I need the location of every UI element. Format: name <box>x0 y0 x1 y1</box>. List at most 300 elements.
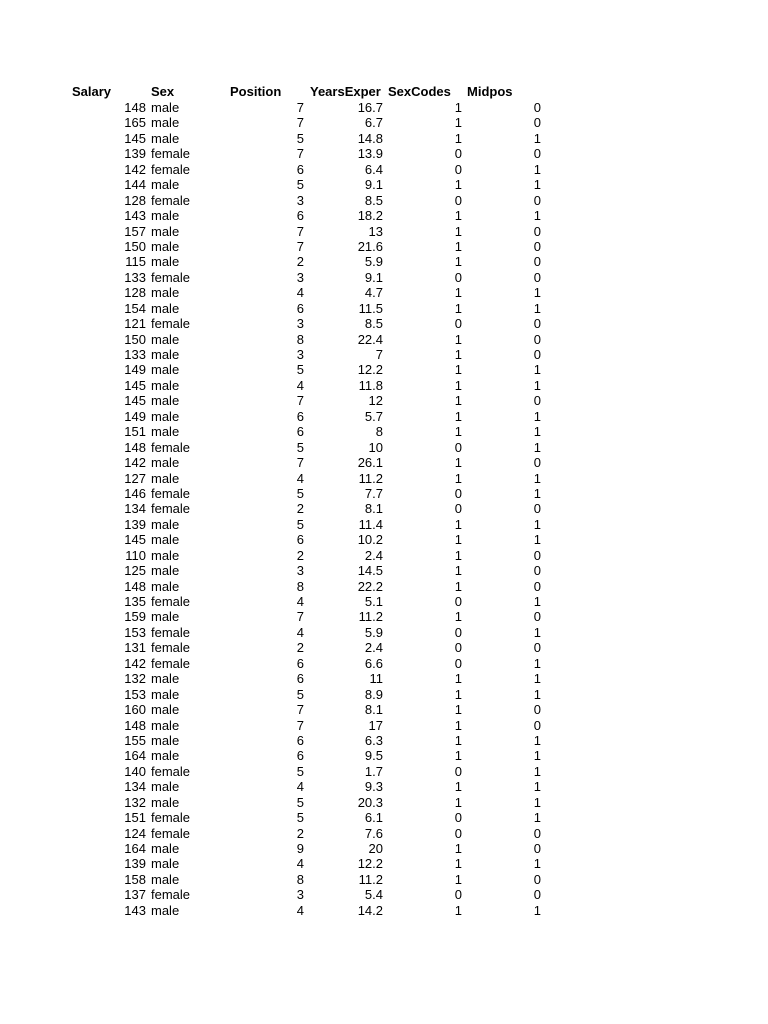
cell-sex: male <box>151 671 180 687</box>
cell-salary: 115 <box>125 254 146 270</box>
cell-years-exper: 12.2 <box>357 856 383 872</box>
cell-sex-codes: 1 <box>454 238 462 254</box>
table-row <box>70 131 550 146</box>
cell-sex: male <box>151 516 180 532</box>
cell-sex: male <box>151 609 180 625</box>
cell-sex-codes: 1 <box>454 532 462 548</box>
cell-years-exper: 11.5 <box>358 300 383 316</box>
cell-position: 7 <box>296 238 304 254</box>
table-row <box>70 486 550 501</box>
cell-position: 2 <box>296 640 304 656</box>
cell-sex: male <box>151 748 180 764</box>
cell-sex-codes: 1 <box>454 130 462 146</box>
cell-years-exper: 8.9 <box>364 686 383 702</box>
cell-position: 7 <box>296 100 304 115</box>
table-row <box>70 856 550 871</box>
cell-years-exper: 12 <box>368 393 383 409</box>
cell-years-exper: 5.9 <box>364 624 383 640</box>
cell-midpos: 1 <box>533 732 541 748</box>
cell-years-exper: 11 <box>369 671 383 687</box>
cell-sex-codes: 0 <box>454 269 462 285</box>
cell-sex: female <box>151 763 191 779</box>
table-row <box>70 872 550 887</box>
cell-years-exper: 6.6 <box>364 655 383 671</box>
cell-midpos: 1 <box>533 624 541 640</box>
cell-sex: female <box>151 269 191 285</box>
cell-sex: female <box>151 439 191 455</box>
cell-years-exper: 6.3 <box>364 732 383 748</box>
cell-position: 7 <box>296 702 304 718</box>
table-row <box>70 625 550 640</box>
cell-years-exper: 6.4 <box>364 161 383 177</box>
cell-salary: 143 <box>124 902 146 918</box>
cell-years-exper: 14.5 <box>357 563 383 579</box>
cell-years-exper: 14.2 <box>357 902 383 918</box>
cell-sex-codes: 1 <box>454 177 462 193</box>
cell-sex: female <box>151 485 191 501</box>
table-row <box>70 563 550 578</box>
cell-years-exper: 2.4 <box>364 640 383 656</box>
table-row <box>70 254 550 269</box>
cell-sex-codes: 1 <box>454 794 462 810</box>
cell-salary: 151 <box>124 810 146 826</box>
cell-sex: male <box>151 841 180 856</box>
cell-midpos: 0 <box>533 393 541 409</box>
cell-sex-codes: 0 <box>454 594 462 609</box>
table-row <box>70 548 550 563</box>
cell-years-exper: 5.7 <box>364 408 383 424</box>
cell-sex-codes: 1 <box>454 285 462 301</box>
cell-salary: 135 <box>124 594 146 609</box>
cell-salary: 128 <box>124 285 146 301</box>
cell-sex-codes: 1 <box>454 732 462 748</box>
cell-position: 2 <box>296 254 304 270</box>
table-row <box>70 887 550 902</box>
cell-position: 4 <box>296 470 304 486</box>
cell-sex: female <box>151 192 191 208</box>
cell-salary: 153 <box>124 686 146 702</box>
cell-sex: male <box>151 377 180 393</box>
cell-position: 5 <box>296 810 304 826</box>
cell-sex-codes: 1 <box>454 563 462 579</box>
cell-salary: 146 <box>124 485 146 501</box>
cell-salary: 140 <box>124 763 146 779</box>
table-row <box>70 718 550 733</box>
cell-midpos: 1 <box>533 902 541 918</box>
cell-years-exper: 11.2 <box>358 609 383 625</box>
cell-sex-codes: 1 <box>454 702 462 718</box>
cell-sex: male <box>151 208 180 224</box>
cell-sex-codes: 1 <box>454 362 462 378</box>
cell-sex: male <box>151 393 180 409</box>
cell-years-exper: 8 <box>375 424 383 440</box>
cell-salary: 150 <box>124 331 146 347</box>
cell-sex-codes: 1 <box>454 717 462 733</box>
cell-midpos: 0 <box>533 269 541 285</box>
cell-salary: 154 <box>124 300 146 316</box>
table-row <box>70 656 550 671</box>
cell-position: 4 <box>296 902 304 918</box>
cell-sex: male <box>151 408 180 424</box>
cell-years-exper: 20 <box>368 841 383 856</box>
cell-sex-codes: 1 <box>454 331 462 347</box>
cell-midpos: 1 <box>533 300 541 316</box>
cell-salary: 155 <box>124 732 146 748</box>
cell-sex-codes: 1 <box>454 470 462 486</box>
cell-sex-codes: 1 <box>454 779 462 795</box>
cell-sex: male <box>151 223 180 239</box>
cell-salary: 128 <box>124 192 146 208</box>
cell-sex-codes: 1 <box>454 856 462 872</box>
cell-years-exper: 2.4 <box>364 547 383 563</box>
cell-salary: 137 <box>124 887 146 903</box>
cell-position: 5 <box>296 516 304 532</box>
table-row <box>70 795 550 810</box>
cell-midpos: 1 <box>533 377 541 393</box>
cell-sex: male <box>151 424 180 440</box>
cell-position: 5 <box>296 439 304 455</box>
cell-midpos: 0 <box>533 578 541 594</box>
cell-years-exper: 17 <box>368 717 383 733</box>
cell-midpos: 1 <box>533 285 541 301</box>
cell-salary: 148 <box>124 717 146 733</box>
cell-sex: female <box>151 624 191 640</box>
cell-salary: 153 <box>124 624 146 640</box>
cell-sex: male <box>151 686 180 702</box>
cell-years-exper: 21.6 <box>357 238 383 254</box>
cell-sex-codes: 1 <box>454 578 462 594</box>
cell-sex: male <box>151 238 180 254</box>
table-row <box>70 224 550 239</box>
cell-sex: male <box>151 532 180 548</box>
cell-position: 7 <box>296 609 304 625</box>
cell-sex-codes: 1 <box>454 100 462 115</box>
cell-years-exper: 11.2 <box>358 470 383 486</box>
cell-position: 6 <box>296 300 304 316</box>
cell-salary: 159 <box>124 609 146 625</box>
cell-salary: 165 <box>124 115 146 131</box>
cell-midpos: 0 <box>533 316 541 332</box>
cell-salary: 132 <box>124 794 146 810</box>
cell-years-exper: 11.8 <box>358 377 383 393</box>
cell-sex: male <box>151 100 180 115</box>
cell-sex: male <box>151 856 180 872</box>
cell-sex-codes: 1 <box>454 455 462 471</box>
cell-years-exper: 6.1 <box>364 810 383 826</box>
cell-salary: 145 <box>124 393 146 409</box>
cell-sex-codes: 0 <box>454 501 462 517</box>
cell-years-exper: 18.2 <box>357 208 383 224</box>
cell-sex: female <box>151 887 191 903</box>
cell-position: 5 <box>296 485 304 501</box>
cell-position: 4 <box>296 594 304 609</box>
cell-sex-codes: 0 <box>454 161 462 177</box>
cell-position: 5 <box>296 177 304 193</box>
cell-position: 8 <box>296 331 304 347</box>
cell-years-exper: 14.8 <box>357 130 383 146</box>
cell-midpos: 0 <box>533 254 541 270</box>
table-row <box>70 378 550 393</box>
table-row <box>70 301 550 316</box>
cell-sex: male <box>151 547 180 563</box>
cell-sex: male <box>151 300 180 316</box>
cell-sex: male <box>151 285 180 301</box>
cell-salary: 143 <box>124 208 146 224</box>
cell-sex-codes: 0 <box>454 887 462 903</box>
table-row <box>70 239 550 254</box>
cell-salary: 131 <box>124 640 146 656</box>
cell-midpos: 1 <box>533 408 541 424</box>
cell-years-exper: 20.3 <box>357 794 383 810</box>
cell-years-exper: 13 <box>368 223 383 239</box>
cell-position: 6 <box>296 208 304 224</box>
cell-salary: 148 <box>124 578 146 594</box>
cell-salary: 151 <box>124 424 146 440</box>
cell-sex: male <box>151 871 180 887</box>
cell-position: 8 <box>296 578 304 594</box>
cell-salary: 145 <box>124 130 146 146</box>
cell-position: 5 <box>296 763 304 779</box>
cell-midpos: 0 <box>533 841 541 856</box>
cell-midpos: 0 <box>533 887 541 903</box>
cell-sex-codes: 0 <box>454 192 462 208</box>
table-row <box>70 471 550 486</box>
header-position: Position <box>230 84 282 99</box>
cell-midpos: 0 <box>533 115 541 131</box>
cell-midpos: 1 <box>533 594 541 609</box>
table-row <box>70 332 550 347</box>
cell-sex-codes: 1 <box>454 516 462 532</box>
cell-sex: male <box>151 902 180 918</box>
table-row <box>70 146 550 161</box>
cell-sex-codes: 1 <box>454 223 462 239</box>
table-row <box>70 671 550 686</box>
table-row <box>70 115 550 130</box>
cell-position: 7 <box>296 115 304 131</box>
cell-salary: 142 <box>124 455 146 471</box>
cell-position: 4 <box>296 856 304 872</box>
cell-years-exper: 9.1 <box>364 177 383 193</box>
cell-sex-codes: 1 <box>454 902 462 918</box>
cell-position: 2 <box>296 501 304 517</box>
header-sex: Sex <box>151 84 175 99</box>
cell-salary: 158 <box>124 871 146 887</box>
cell-position: 4 <box>296 377 304 393</box>
cell-salary: 134 <box>124 501 146 517</box>
cell-salary: 157 <box>124 223 146 239</box>
cell-salary: 127 <box>124 470 146 486</box>
cell-position: 5 <box>296 362 304 378</box>
table-row <box>70 532 550 547</box>
cell-sex-codes: 0 <box>454 655 462 671</box>
cell-position: 6 <box>296 424 304 440</box>
cell-years-exper: 7.7 <box>364 485 383 501</box>
cell-salary: 144 <box>124 177 146 193</box>
data-sheet <box>70 84 550 918</box>
cell-midpos: 1 <box>533 516 541 532</box>
cell-years-exper: 13.9 <box>357 146 383 162</box>
table-row <box>70 501 550 516</box>
cell-years-exper: 4.7 <box>364 285 383 301</box>
cell-salary: 145 <box>124 532 146 548</box>
cell-midpos: 1 <box>533 655 541 671</box>
cell-salary: 148 <box>124 100 146 115</box>
table-row <box>70 594 550 609</box>
cell-midpos: 0 <box>533 331 541 347</box>
header-sex-codes: SexCodes <box>388 84 451 99</box>
table-row <box>70 177 550 192</box>
cell-sex: female <box>151 594 191 609</box>
table-body <box>70 100 550 918</box>
table-row <box>70 826 550 841</box>
cell-sex-codes: 1 <box>454 115 462 131</box>
cell-position: 4 <box>296 624 304 640</box>
cell-sex: male <box>151 779 180 795</box>
cell-midpos: 0 <box>533 223 541 239</box>
cell-sex: male <box>151 717 180 733</box>
cell-sex: male <box>151 177 180 193</box>
cell-midpos: 0 <box>533 563 541 579</box>
cell-years-exper: 10.2 <box>357 532 383 548</box>
cell-sex: male <box>151 331 180 347</box>
cell-sex-codes: 1 <box>454 871 462 887</box>
table-row <box>70 193 550 208</box>
cell-sex: female <box>151 640 191 656</box>
cell-sex: male <box>151 347 180 362</box>
cell-midpos: 0 <box>533 609 541 625</box>
table-row <box>70 316 550 331</box>
cell-sex-codes: 0 <box>454 485 462 501</box>
cell-position: 3 <box>296 347 304 362</box>
cell-sex-codes: 1 <box>454 377 462 393</box>
cell-sex-codes: 1 <box>454 686 462 702</box>
cell-position: 5 <box>296 794 304 810</box>
cell-sex-codes: 0 <box>454 763 462 779</box>
cell-years-exper: 22.4 <box>357 331 383 347</box>
cell-position: 6 <box>296 732 304 748</box>
cell-position: 4 <box>296 779 304 795</box>
cell-midpos: 0 <box>533 100 541 115</box>
cell-years-exper: 8.1 <box>364 702 383 718</box>
cell-midpos: 1 <box>533 130 541 146</box>
cell-years-exper: 9.3 <box>364 779 383 795</box>
cell-position: 7 <box>296 717 304 733</box>
cell-midpos: 1 <box>533 362 541 378</box>
cell-years-exper: 16.7 <box>357 100 383 115</box>
cell-midpos: 0 <box>533 501 541 517</box>
table-row <box>70 270 550 285</box>
cell-years-exper: 6.7 <box>364 115 383 131</box>
cell-midpos: 1 <box>533 671 541 687</box>
cell-sex-codes: 1 <box>454 748 462 764</box>
table-row <box>70 440 550 455</box>
cell-sex: female <box>151 810 191 826</box>
cell-sex: male <box>151 470 180 486</box>
table-row <box>70 208 550 223</box>
cell-midpos: 0 <box>533 192 541 208</box>
cell-position: 6 <box>296 408 304 424</box>
cell-sex-codes: 1 <box>454 300 462 316</box>
cell-salary: 142 <box>124 161 146 177</box>
table-row <box>70 841 550 856</box>
cell-sex-codes: 1 <box>454 547 462 563</box>
cell-sex-codes: 1 <box>454 671 462 687</box>
cell-midpos: 0 <box>533 455 541 471</box>
cell-sex-codes: 1 <box>454 347 462 362</box>
cell-years-exper: 5.9 <box>364 254 383 270</box>
cell-years-exper: 1.7 <box>364 763 383 779</box>
header-row <box>70 84 550 100</box>
cell-sex-codes: 0 <box>454 624 462 640</box>
table-row <box>70 409 550 424</box>
cell-years-exper: 10 <box>368 439 383 455</box>
cell-midpos: 0 <box>533 347 541 362</box>
cell-position: 3 <box>296 269 304 285</box>
header-years-exper: YearsExper <box>310 84 381 99</box>
cell-midpos: 1 <box>533 856 541 872</box>
cell-salary: 139 <box>124 516 146 532</box>
cell-years-exper: 11.2 <box>358 871 383 887</box>
cell-midpos: 1 <box>533 439 541 455</box>
table-row <box>70 640 550 655</box>
cell-sex: male <box>151 254 180 270</box>
cell-salary: 164 <box>124 748 146 764</box>
cell-sex-codes: 1 <box>454 254 462 270</box>
cell-salary: 149 <box>124 362 146 378</box>
cell-sex-codes: 1 <box>454 841 462 856</box>
cell-salary: 145 <box>124 377 146 393</box>
cell-midpos: 1 <box>533 810 541 826</box>
cell-salary: 148 <box>124 439 146 455</box>
cell-salary: 132 <box>124 671 146 687</box>
cell-sex-codes: 0 <box>454 810 462 826</box>
cell-years-exper: 22.2 <box>357 578 383 594</box>
cell-position: 6 <box>296 748 304 764</box>
cell-midpos: 1 <box>533 763 541 779</box>
cell-sex: female <box>151 161 191 177</box>
cell-position: 6 <box>296 671 304 687</box>
cell-sex: male <box>151 794 180 810</box>
table-row <box>70 687 550 702</box>
cell-midpos: 0 <box>533 238 541 254</box>
cell-position: 7 <box>296 455 304 471</box>
cell-years-exper: 8.1 <box>364 501 383 517</box>
cell-sex: male <box>151 702 180 718</box>
cell-midpos: 1 <box>533 779 541 795</box>
cell-years-exper: 7.6 <box>364 825 383 841</box>
cell-years-exper: 12.2 <box>357 362 383 378</box>
cell-years-exper: 7 <box>375 347 383 362</box>
cell-midpos: 1 <box>533 161 541 177</box>
table-row <box>70 517 550 532</box>
table-row <box>70 810 550 825</box>
cell-midpos: 1 <box>533 177 541 193</box>
cell-sex: female <box>151 825 191 841</box>
table-row <box>70 100 550 115</box>
cell-position: 6 <box>296 161 304 177</box>
table-row <box>70 347 550 362</box>
cell-midpos: 0 <box>533 640 541 656</box>
cell-midpos: 1 <box>533 424 541 440</box>
cell-sex-codes: 0 <box>454 316 462 332</box>
cell-sex: female <box>151 146 191 162</box>
cell-years-exper: 26.1 <box>357 455 383 471</box>
cell-position: 5 <box>296 686 304 702</box>
cell-salary: 139 <box>124 856 146 872</box>
cell-position: 3 <box>296 316 304 332</box>
table-row <box>70 748 550 763</box>
cell-sex: male <box>151 578 180 594</box>
